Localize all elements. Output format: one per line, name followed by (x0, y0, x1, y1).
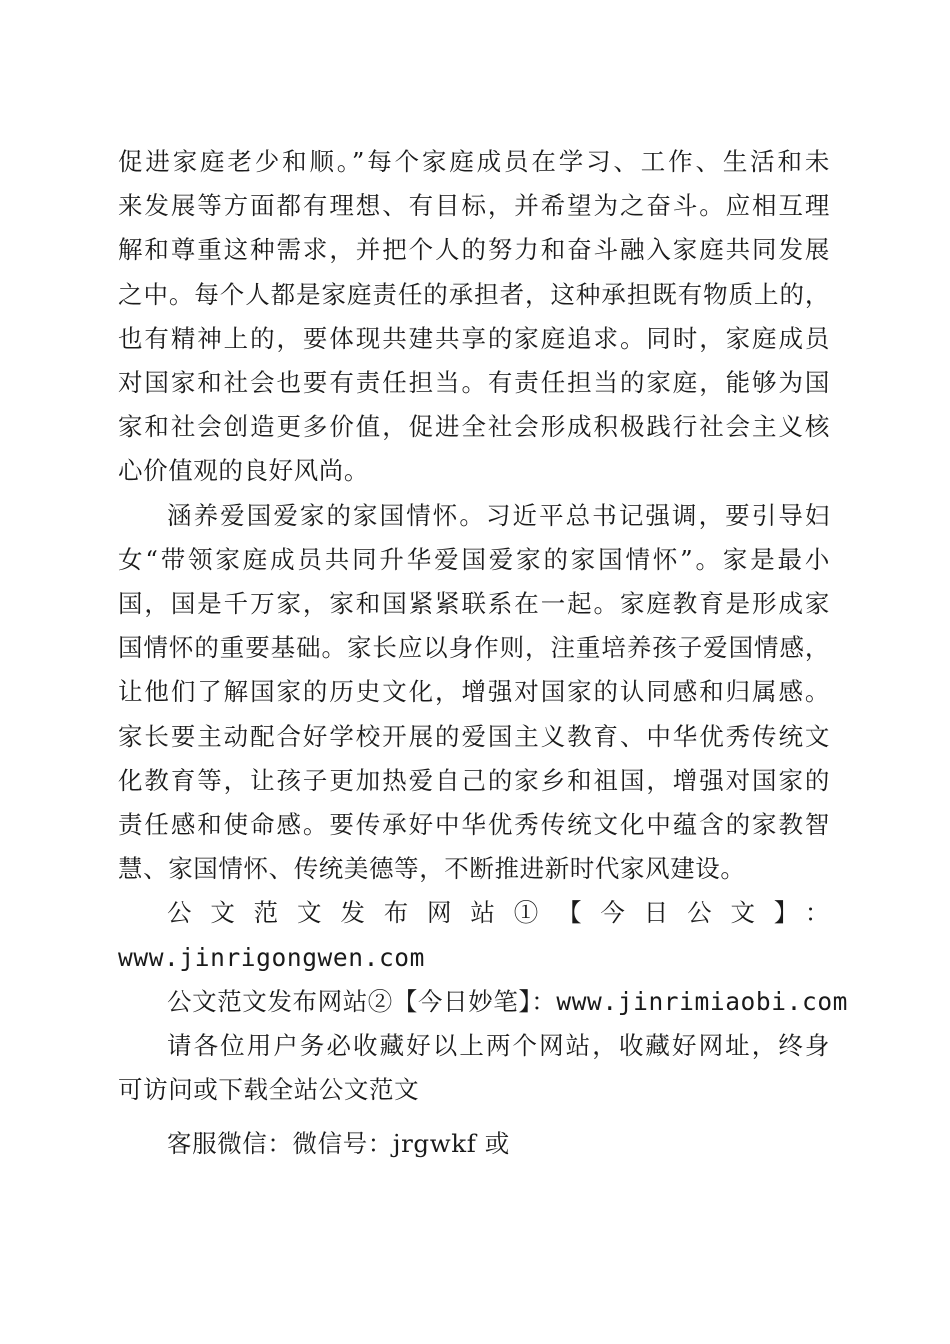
customer-service (118, 1122, 830, 1166)
text-line: 慧、家国情怀、传统美德等，不断推进新时代家风建设。 (118, 854, 746, 884)
text-line: 化教育等，让孩子更加热爱自己的家乡和祖国，增强对国家的 (118, 765, 830, 795)
text-line: 女“带领家庭成员共同升华爱国爱家的家国情怀”。家是最小 (118, 544, 830, 574)
text-line: 家长要主动配合好学校开展的爱国主义教育、中华优秀传统文 (118, 721, 830, 751)
site-info-1 (118, 891, 830, 979)
site2-url[interactable]: www.jinrimiaobi.com (556, 986, 849, 1016)
text-line: 国情怀的重要基础。家长应以身作则，注重培养孩子爱国情感， (118, 633, 830, 663)
site1-url[interactable]: www.jinrigongwen.com (118, 942, 426, 972)
text-line: 促进家庭老少和顺。”每个家庭成员在学习、工作、生活和未 (118, 147, 830, 176)
site2-label: 公文范文发布网站②【今日妙笔】： (167, 986, 557, 1016)
notice-line: 可访问或下载全站公文范文 (118, 1075, 420, 1105)
text-line: 让他们了解国家的历史文化，增强对国家的认同感和归属感。 (118, 677, 830, 707)
site1-label: 公文范文发布网站①【今日公文】： (167, 898, 830, 928)
notice-paragraph (118, 1024, 830, 1112)
text-line: 来发展等方面都有理想、有目标，并希望为之奋斗。应相互理 (118, 191, 830, 221)
paragraph-family-responsibility (118, 140, 830, 494)
text-line: 之中。每个人都是家庭责任的承担者，这种承担既有物质上的， (118, 279, 830, 309)
text-line: 也有精神上的，要体现共建共享的家庭追求。同时，家庭成员 (118, 323, 830, 353)
notice-line: 请各位用户务必收藏好以上两个网站，收藏好网址，终身 (167, 1031, 830, 1061)
text-line: 国，国是千万家，家和国紧紧联系在一起。家庭教育是形成家 (118, 589, 830, 619)
site-info-2 (118, 980, 849, 1024)
paragraph-patriotism (118, 494, 830, 892)
document-page (118, 140, 849, 1167)
text-line: 对国家和社会也要有责任担当。有责任担当的家庭，能够为国 (118, 368, 830, 398)
text-line: 涵养爱国爱家的家国情怀。习近平总书记强调，要引导妇 (167, 500, 830, 530)
service-text: 客服微信：微信号：jrgwkf 或 (167, 1129, 510, 1159)
text-line: 家和社会创造更多价值，促进全社会形成积极践行社会主义核 (118, 412, 830, 442)
text-line: 解和尊重这种需求，并把个人的努力和奋斗融入家庭共同发展 (118, 235, 830, 265)
site2-line (118, 980, 849, 1024)
text-line: 责任感和使命感。要传承好中华优秀传统文化中蕴含的家教智 (118, 810, 830, 840)
text-line: 心价值观的良好风尚。 (118, 456, 369, 486)
